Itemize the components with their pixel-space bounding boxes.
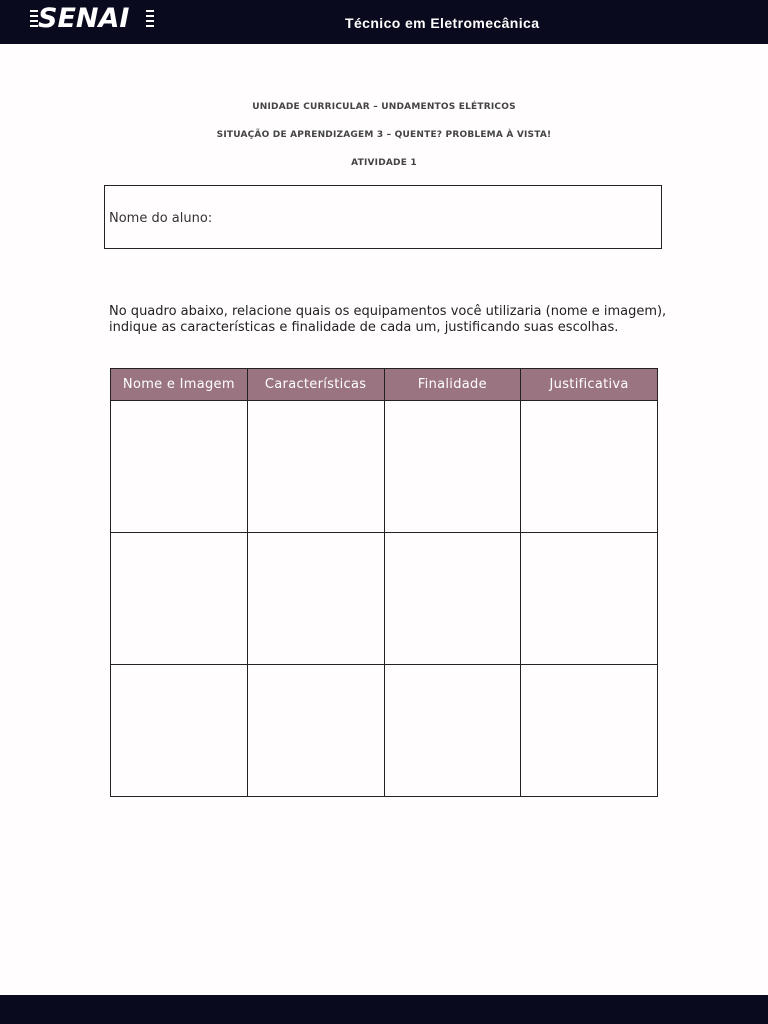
table-cell[interactable] <box>384 401 521 533</box>
student-name-box[interactable] <box>104 185 662 249</box>
table-cell[interactable] <box>111 401 248 533</box>
table-cell[interactable] <box>521 533 658 665</box>
table-header-row <box>111 369 658 401</box>
instruction-line-1: No quadro abaixo, relacione quais os equipamentos você utilizaria (nome e imagem), <box>109 304 667 319</box>
logo-text: SENAI <box>38 3 130 34</box>
table-cell[interactable] <box>521 401 658 533</box>
instruction-line-2: indique as características e finalidade de cada um, justificando suas escolhas. <box>109 320 619 335</box>
table-row <box>111 401 658 533</box>
table-cell[interactable] <box>247 533 384 665</box>
table-cell[interactable] <box>384 533 521 665</box>
header-title: Técnico em Eletromecânica <box>345 15 540 31</box>
table-cell[interactable] <box>247 401 384 533</box>
table-cell[interactable] <box>111 665 248 797</box>
footer-bar <box>0 995 768 1024</box>
curricular-unit-line: UNIDADE CURRICULAR – UNDAMENTOS ELÉTRICOS <box>252 102 516 112</box>
header-justificativa: Justificativa <box>521 369 658 401</box>
table-cell[interactable] <box>384 665 521 797</box>
header-caracteristicas: Características <box>247 369 384 401</box>
equipment-table <box>110 368 658 797</box>
logo-lines-left <box>30 10 38 34</box>
learning-situation-line: SITUAÇÃO DE APRENDIZAGEM 3 – QUENTE? PROBLEMA À VISTA! <box>216 130 552 140</box>
table-row <box>111 665 658 797</box>
table-row <box>111 533 658 665</box>
table-cell[interactable] <box>111 533 248 665</box>
header-nome-imagem: Nome e Imagem <box>111 369 248 401</box>
activity-line: ATIVIDADE 1 <box>351 158 417 168</box>
table-cell[interactable] <box>247 665 384 797</box>
header-finalidade: Finalidade <box>384 369 521 401</box>
table-cell[interactable] <box>521 665 658 797</box>
logo-lines-right <box>146 10 154 34</box>
senai-logo <box>30 3 154 36</box>
instructions <box>109 304 669 336</box>
header-bar <box>0 0 768 44</box>
student-name-label: Nome do aluno: <box>109 211 213 226</box>
